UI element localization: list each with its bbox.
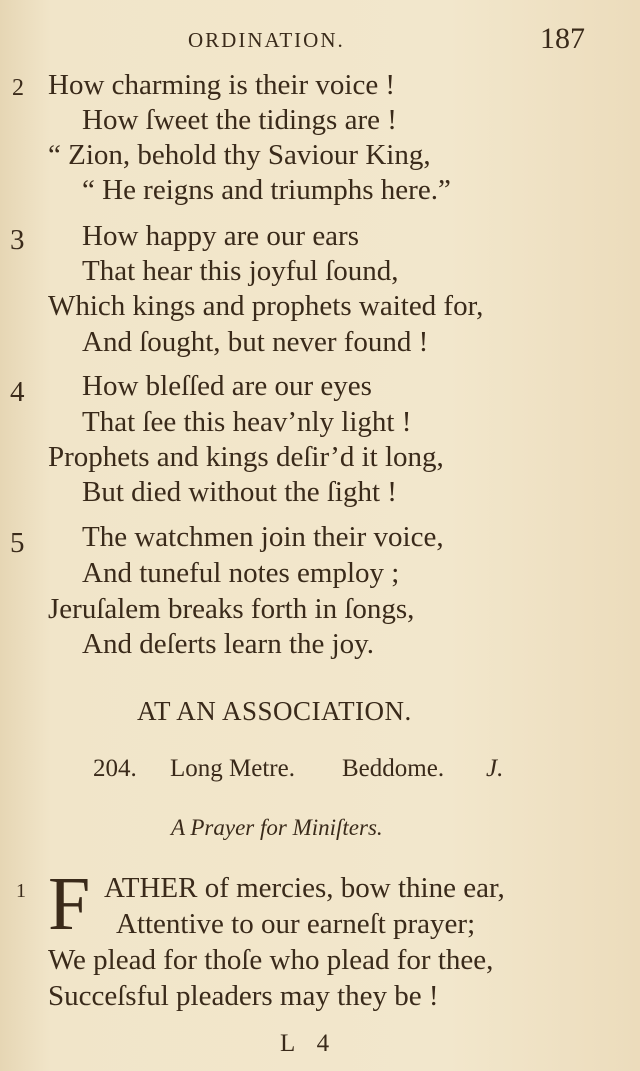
- verse-line: Prophets and kings deſir’d it long,: [48, 441, 444, 473]
- verse-line: Attentive to our earneſt prayer;: [116, 908, 476, 940]
- verse-line: “ Zion, behold thy Saviour King,: [48, 139, 431, 171]
- verse-line: And ſought, but never found !: [82, 326, 429, 358]
- running-header: ORDINATION.: [188, 28, 345, 52]
- verse-line: “ He reigns and triumphs here.”: [82, 174, 451, 206]
- verse-line: Jeruſalem breaks forth in ſongs,: [48, 593, 415, 625]
- verse-line: But died without the ſight !: [82, 476, 397, 508]
- section-heading: AT AN ASSOCIATION.: [137, 696, 412, 726]
- hymn-number: 204.: [93, 755, 137, 782]
- verse-line: How charming is their voice !: [48, 69, 396, 101]
- verse-line: How happy are our ears: [82, 220, 360, 252]
- verse-line: Succeſsful pleaders may they be !: [48, 980, 439, 1012]
- verse-line: And tuneful notes employ ;: [82, 557, 400, 589]
- hymn-author: Beddome.: [342, 755, 445, 782]
- verse-line: The watchmen join their voice,: [82, 521, 444, 553]
- hymn-metre: Long Metre.: [170, 755, 295, 782]
- hymn-subtitle: A Prayer for Miniſters.: [171, 815, 383, 840]
- page-number: 187: [540, 22, 585, 55]
- drop-cap: F: [48, 862, 91, 946]
- verse-number: 4: [10, 376, 25, 408]
- verse-line: And deſerts learn the joy.: [82, 628, 375, 660]
- verse-number: 2: [12, 75, 24, 101]
- hymn-mark: J.: [486, 755, 504, 782]
- verse-line: How ſweet the tidings are !: [82, 104, 397, 136]
- verse-line: That hear this joyful ſound,: [82, 255, 399, 287]
- verse-line: Which kings and prophets waited for,: [48, 290, 484, 322]
- signature-mark: L 4: [280, 1030, 338, 1057]
- verse-line: ATHER of mercies, bow thine ear,: [104, 872, 505, 904]
- verse-line: That ſee this heav’nly light !: [82, 406, 412, 438]
- verse-number: 5: [10, 527, 25, 559]
- verse-number: 3: [10, 224, 25, 256]
- verse-line: We plead for thoſe who plead for thee,: [48, 944, 494, 976]
- verse-number: 1: [16, 880, 26, 902]
- verse-line: How bleſſed are our eyes: [82, 370, 372, 402]
